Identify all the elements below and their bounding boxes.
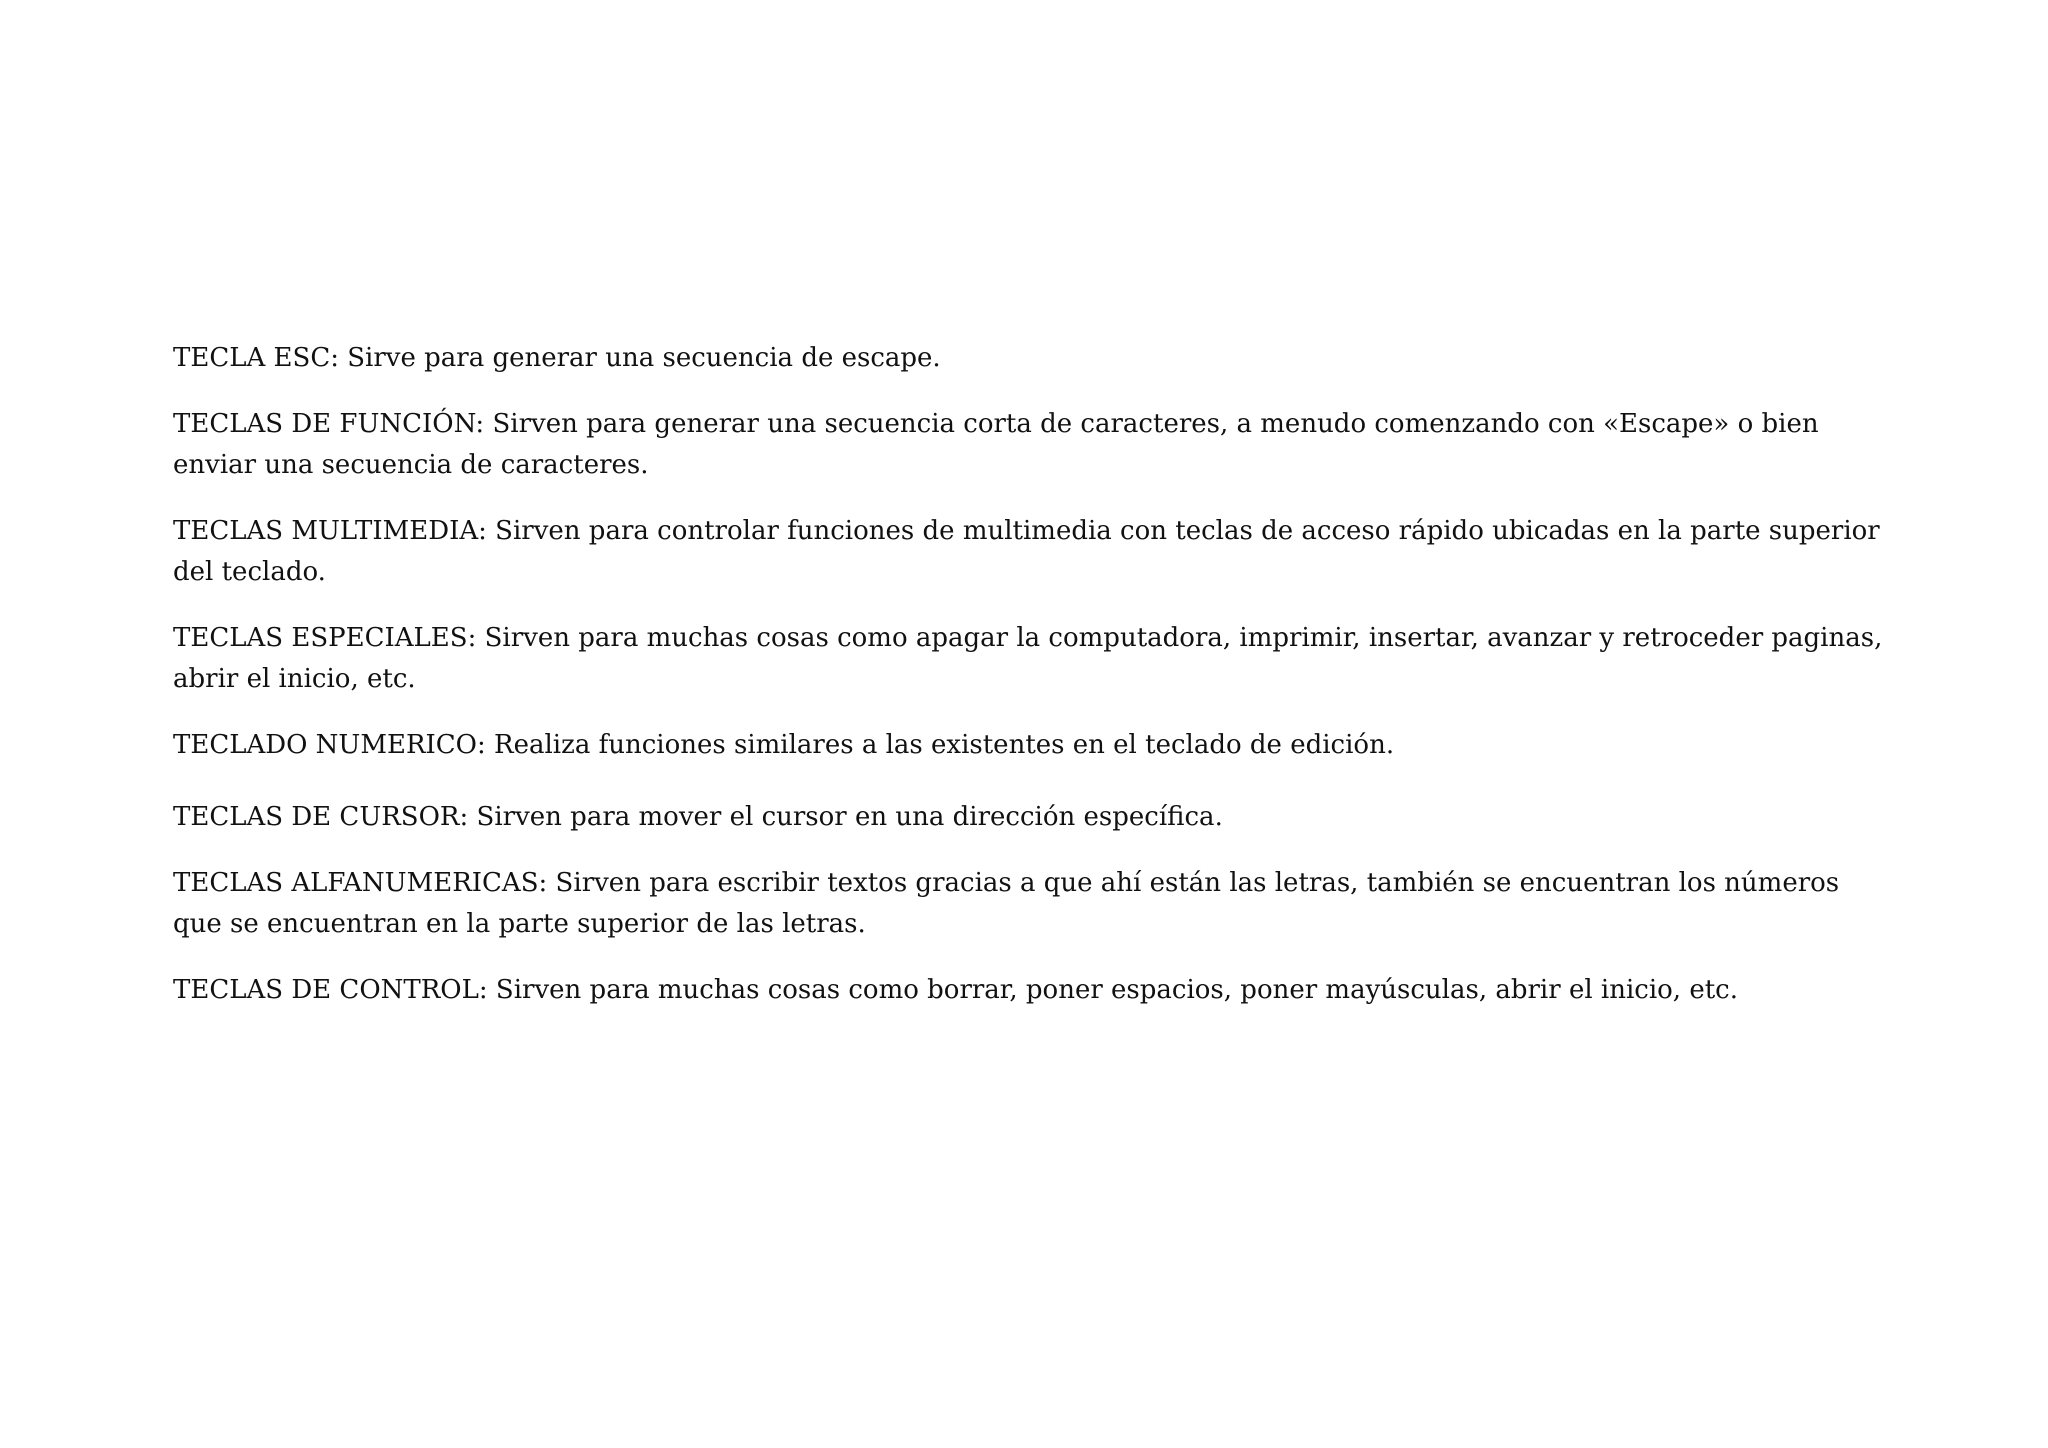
entry-term: TECLAS ALFANUMERICAS: (173, 868, 548, 898)
entry-description: Realiza funciones similares a las existentes en el teclado de edición. (485, 730, 1395, 760)
entry-term: TECLAS ESPECIALES: (173, 623, 477, 653)
keyboard-keys-list (173, 338, 1893, 1036)
entry-teclado-numerico (173, 725, 1893, 766)
entry-teclas-de-cursor (173, 797, 1893, 838)
entry-description: Sirven para escribir textos gracias a que ahí están las letras, también se encuentran los números que se encuentran en la parte superior de las letras. (173, 868, 1840, 939)
entry-term: TECLAS DE CONTROL: (173, 975, 488, 1005)
entry-teclas-alfanumericas (173, 863, 1893, 945)
entry-teclas-de-control (173, 970, 1893, 1011)
entry-term: TECLA ESC: (173, 343, 339, 373)
entry-term: TECLAS DE FUNCIÓN: (173, 409, 485, 439)
entry-teclas-especiales (173, 618, 1893, 700)
entry-description: Sirven para generar una secuencia corta de caracteres, a menudo comenzando con «Escape» o bien enviar una secuencia de caracteres. (173, 409, 1819, 480)
entry-term: TECLAS DE CURSOR: (173, 802, 469, 832)
entry-description: Sirven para muchas cosas como apagar la computadora, imprimir, insertar, avanzar y retroceder paginas, abrir el inicio, etc. (173, 623, 1883, 694)
entry-teclas-multimedia (173, 511, 1893, 593)
entry-description: Sirven para muchas cosas como borrar, poner espacios, poner mayúsculas, abrir el inicio, etc. (487, 975, 1739, 1005)
entry-description: Sirven para mover el cursor en una dirección específica. (468, 802, 1223, 832)
entry-term: TECLADO NUMERICO: (173, 730, 486, 760)
entry-teclas-de-funcion (173, 404, 1893, 486)
entry-tecla-esc (173, 338, 1893, 379)
entry-term: TECLAS MULTIMEDIA: (173, 516, 487, 546)
entry-description: Sirven para controlar funciones de multimedia con teclas de acceso rápido ubicadas en la parte superior del teclado. (173, 516, 1880, 587)
entry-description: Sirve para generar una secuencia de escape. (338, 343, 941, 373)
